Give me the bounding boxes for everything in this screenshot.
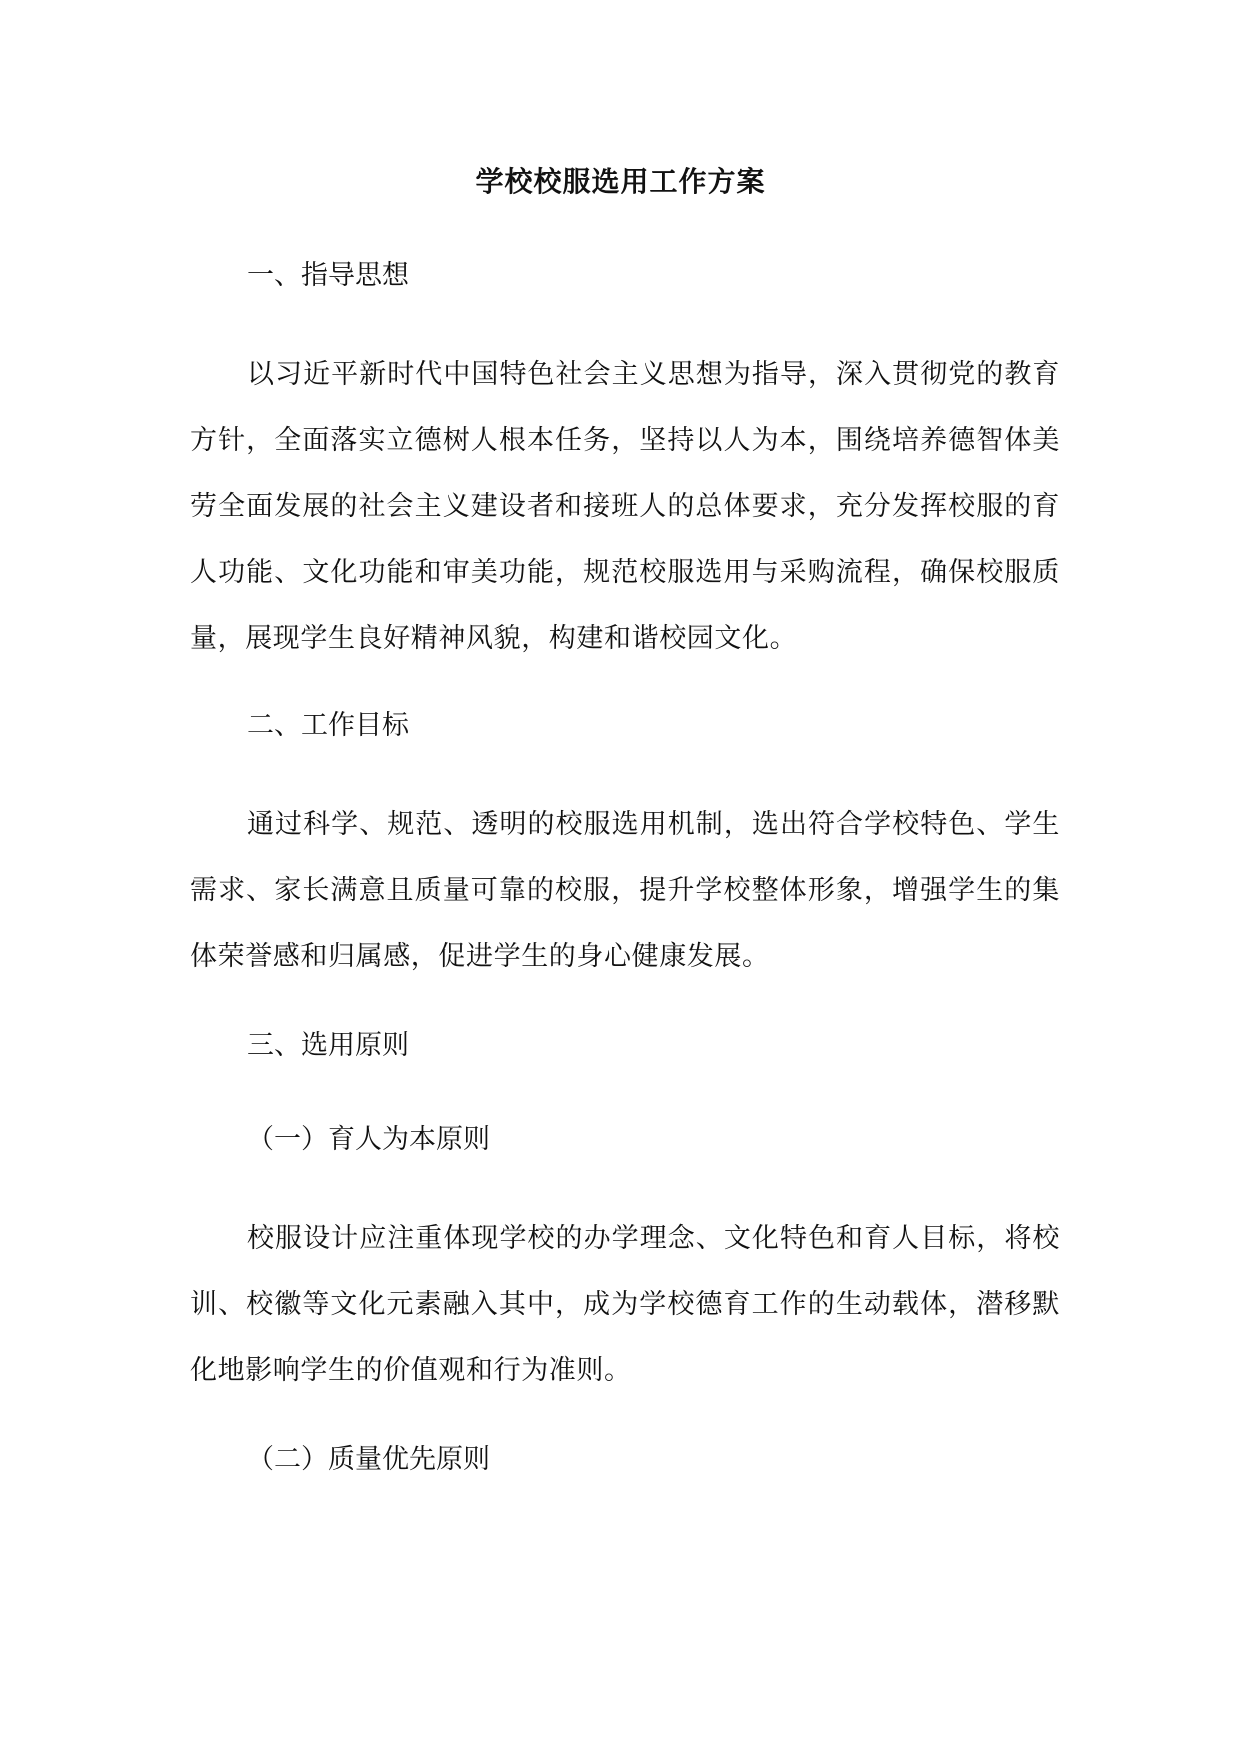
section-3-sub-1-paragraph: 校服设计应注重体现学校的办学理念、文化特色和育人目标，将校训、校徽等文化元素融入其中，成为学校德育工作的生动载体，潜移默化地影响学生的价值观和行为准则。 (190, 1223, 1060, 1386)
section-1-paragraph: 以习近平新时代中国特色社会主义思想为指导，深入贯彻党的教育方针，全面落实立德树人根本任务，坚持以人为本，围绕培养德智体美劳全面发展的社会主义建设者和接班人的总体要求，充分发挥校服的育人功能、文化功能和审美功能，规范校服选用与采购流程，确保校服质量，展现学生良好精神风貌，构建和谐校园文化。 (190, 359, 1060, 654)
section-3-sub-1-heading: （一）育人为本原则 (247, 1124, 490, 1155)
section-2-heading: 二、工作目标 (247, 710, 409, 741)
section-3-heading: 三、选用原则 (247, 1030, 409, 1061)
section-1-heading: 一、指导思想 (247, 260, 409, 291)
document-title: 学校校服选用工作方案 (475, 165, 766, 198)
section-3-sub-2-heading: （二）质量优先原则 (247, 1444, 490, 1475)
section-2-paragraph: 通过科学、规范、透明的校服选用机制，选出符合学校特色、学生需求、家长满意且质量可靠的校服，提升学校整体形象，增强学生的集体荣誉感和归属感，促进学生的身心健康发展。 (190, 809, 1060, 972)
